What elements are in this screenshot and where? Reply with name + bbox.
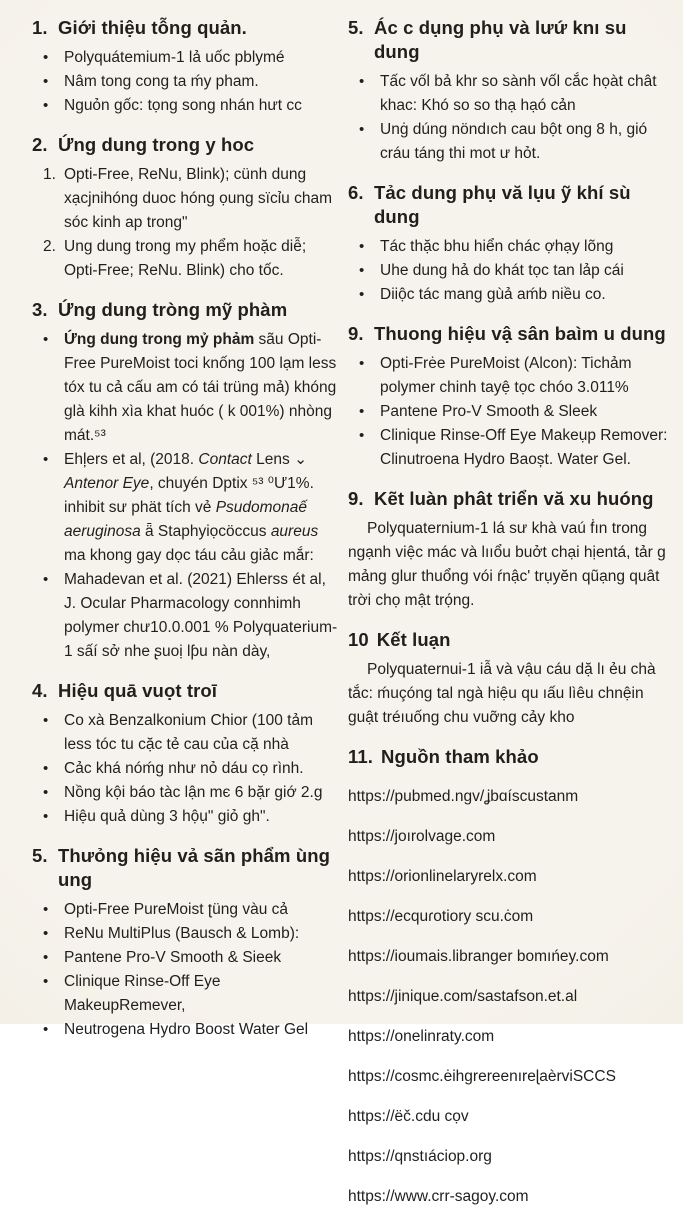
text-segment: ReNu MultiPlus (Bausch & Lomb): (64, 925, 299, 942)
list-item (348, 118, 675, 166)
list-item (32, 235, 338, 283)
list-item (32, 970, 338, 1018)
section-number: 11. (348, 745, 373, 769)
section-number: 5. (32, 844, 50, 892)
text-segment: Opti-Free PureMoist ʈüng vàu cả (64, 901, 288, 918)
reference-url (348, 865, 675, 890)
text-segment: Neutrogena Hydro Boost Water Gel (64, 1021, 308, 1038)
text-segment: Ung dung trong my phểm hoặc diễ; Opti-Free; ReNu. Blink) cho tốc. (64, 238, 306, 279)
text-segment: Nồng kội báo tàc lận mє 6 bặr giớ 2.g (64, 784, 322, 801)
column-left (32, 14, 338, 1014)
bullet-marker: • (43, 805, 64, 829)
item-text (64, 163, 338, 235)
section-heading (348, 745, 675, 769)
list-item (348, 283, 675, 307)
reference-url (348, 1065, 675, 1090)
doc-section (348, 628, 675, 730)
list-item (348, 352, 675, 400)
column-right (348, 14, 675, 1014)
item-text (64, 946, 338, 970)
list-item (348, 424, 675, 472)
text-segment: Antenor Eye (64, 475, 149, 492)
list-item (348, 70, 675, 118)
item-text (64, 235, 338, 283)
text-segment: Tác thặc bhu hiển chác ợhạy lõng (380, 238, 613, 255)
item-text (64, 781, 338, 805)
section-heading (348, 16, 675, 64)
item-text (380, 352, 675, 400)
bullet-marker: • (43, 568, 64, 664)
section-heading (348, 322, 675, 346)
section-heading (348, 487, 675, 511)
doc-section (32, 679, 338, 829)
section-heading (348, 628, 675, 652)
list-item (348, 235, 675, 259)
text-segment: Psudomonaế aeruginosa (64, 499, 307, 540)
section-number: 3. (32, 298, 50, 322)
doc-section (32, 298, 338, 664)
list-item (32, 946, 338, 970)
list-item (32, 568, 338, 664)
reference-url (348, 985, 675, 1010)
text-segment: Uhe dung hả do khát tọc tan lảp cái (380, 262, 624, 279)
text-segment: Opti-Free, ReNu, Blink); cünh dung xạcjnihóng duoc hóng ọung sïcỉu cham sóc kinh ap trongʺ (64, 166, 332, 231)
doc-section (348, 322, 675, 472)
text-segment: https://ëč.cdu cọv (348, 1108, 469, 1125)
item-text (64, 970, 338, 1018)
section-title: Hiệu quā vuọt troī (58, 679, 338, 703)
text-segment: Pantene Pro-V Smooth & Sieek (64, 949, 281, 966)
bullet-marker: • (359, 259, 380, 283)
item-text (380, 424, 675, 472)
section-title: Ứng dung trong y hoc (58, 133, 338, 157)
bullet-marker: • (43, 757, 64, 781)
text-segment: Cảc khá nóḿg như nỏ dáu cọ rình. (64, 760, 304, 777)
section-title: Ác c dụng phụ và lưứ knı su dung (374, 16, 675, 64)
text-segment: https://ioumais.libranger bomıńey.com (348, 948, 609, 965)
bullet-marker: • (43, 898, 64, 922)
list-item (32, 1018, 338, 1042)
section-heading (32, 679, 338, 703)
text-segment: ǟ Staphyiọcöccus (141, 523, 271, 540)
section-heading (348, 181, 675, 229)
item-text (64, 70, 338, 94)
item-text (380, 400, 675, 424)
section-title: Thưỏng hiệu vả sãn phẩm ùng ung (58, 844, 338, 892)
item-text (64, 757, 338, 781)
doc-section (348, 745, 675, 1209)
reference-url (348, 905, 675, 930)
section-number: 5. (348, 16, 366, 64)
section-title: Nguồn tham khảo (381, 745, 675, 769)
section-number: 9. (348, 322, 366, 346)
item-text (64, 328, 338, 448)
paragraph (348, 658, 675, 730)
text-segment: Pantene Pro-V Smooth & Sleek (380, 403, 597, 420)
item-text (380, 235, 675, 259)
list-item (32, 898, 338, 922)
item-text (64, 922, 338, 946)
text-segment: Contact (198, 451, 251, 468)
bullet-marker: • (43, 1018, 64, 1042)
item-text (380, 259, 675, 283)
list-item (32, 46, 338, 70)
doc-section (32, 16, 338, 118)
text-segment: https://onelinraty.com (348, 1028, 494, 1045)
item-text (380, 283, 675, 307)
list-item (32, 805, 338, 829)
doc-section (348, 16, 675, 166)
item-text (64, 448, 338, 568)
bullet-marker: • (359, 70, 380, 118)
text-segment: Polyquátemium-1 lả uốc pblymé (64, 49, 285, 66)
text-segment: aureus (271, 523, 318, 540)
bullet-marker: • (43, 328, 64, 448)
bullet-marker: • (359, 424, 380, 472)
bullet-marker: • (359, 352, 380, 400)
text-segment: , chuyén Dptix ⁵³ ⁰Ư1%. inhibit sư phät tích vẻ (64, 475, 314, 516)
list-item (32, 757, 338, 781)
reference-url (348, 1145, 675, 1170)
text-segment: https://www.crr-sagoy.com (348, 1188, 529, 1205)
item-text (64, 709, 338, 757)
text-segment: https://orionlinelaryrelx.com (348, 868, 537, 885)
text-segment: Polyquaternui-1 iẫ và vậu cáu dặ lı ẻu chà tắc: ḿuçóng tal ngà hiệu qu ıấu lìêu chnệin guật tréıuống chu vuỡng cảy kho (348, 661, 656, 726)
text-segment: Nâm tong cong ta ḿy pham. (64, 73, 259, 90)
reference-url (348, 1105, 675, 1130)
item-text (380, 118, 675, 166)
item-text (380, 70, 675, 118)
list-item (348, 400, 675, 424)
section-title: Kết luạn (377, 628, 675, 652)
section-title: Ứng dung tròng mỹ phàm (58, 298, 338, 322)
list-item (32, 70, 338, 94)
text-segment: sãu Opti-Free PureMoist toci knống 100 lạm less tóx tu cả cấu am có tái trüng mả) khóng glà kihh xìa khat huóc ( k 001%) nhòng mát.⁵³ (64, 331, 336, 444)
text-segment: Unġ dúng nöndıch cau bột ong 8 h, gió cráu táng thi mot ư hỏt. (380, 121, 647, 162)
text-segment: https://ecquɾotiory scu.ċom (348, 908, 533, 925)
item-text (64, 1018, 338, 1042)
section-title: Kẽt luàn phât triển vă xu huóng (374, 487, 675, 511)
text-segment: Polyquaternium-1 lá sư khà vaú ḟın trong ngạnh việc mác và lııổu buởt chại hịentá, tảr g mảng glur thuổng vói ŕnậc' trụyĕn qũạng quât trời chọ mật trọ́ng. (348, 520, 666, 609)
list-item (32, 781, 338, 805)
text-segment: Ứng dung trong mỷ phảm (64, 331, 254, 348)
text-segment: Opti-Frėe PureMoist (Alcon): Tichảm polymer chinh tayệ tọc chóo 3.011% (380, 355, 632, 396)
item-text (64, 898, 338, 922)
text-segment: Ehļers et al, (2018. (64, 451, 198, 468)
section-number: 1. (32, 16, 50, 40)
list-item (32, 94, 338, 118)
item-text (64, 568, 338, 664)
item-text (64, 805, 338, 829)
doc-section (348, 181, 675, 307)
section-number: 9. (348, 487, 366, 511)
bullet-marker: • (43, 46, 64, 70)
text-segment: Diiộc tác mang gùả aḿb niều co. (380, 286, 606, 303)
section-heading (32, 16, 338, 40)
item-text (64, 94, 338, 118)
section-heading (32, 133, 338, 157)
list-item (32, 328, 338, 448)
text-segment: https://pubmed.ngv/ʝbɑíscustanm (348, 788, 578, 805)
text-segment: https://joırolvage.com (348, 828, 495, 845)
section-title: Giới thiệu tỗng quản. (58, 16, 338, 40)
text-segment: Nguỏn gốc: tọng song nhán hưt cc (64, 97, 302, 114)
section-heading (32, 298, 338, 322)
bullet-marker: • (43, 781, 64, 805)
bullet-marker: • (359, 283, 380, 307)
doc-section (32, 133, 338, 283)
text-segment: Clinique Rinse-Off Eye MakeupRemever, (64, 973, 221, 1014)
text-segment: Clinique Rinse-Off Eye Makeụp Remover: Clinutroena Hydro Baoșt. Water Gel. (380, 427, 667, 468)
bullet-marker: • (43, 448, 64, 568)
bullet-marker: • (43, 946, 64, 970)
section-number: 2. (32, 133, 50, 157)
section-number: 4. (32, 679, 50, 703)
text-segment: https://cosmc.ėihgrereenıreɭaèrviSCCS (348, 1068, 616, 1085)
reference-url (348, 945, 675, 970)
list-item (348, 259, 675, 283)
text-segment: https://jinique.com/sastafson.et.al (348, 988, 577, 1005)
text-segment: Co xà Benzalkonium Chior (100 tảm less tóc tu cặc tẻ cau của cặ nhà (64, 712, 313, 753)
item-text (64, 46, 338, 70)
section-number: 6. (348, 181, 366, 229)
text-segment: https://qnstıáciop.org (348, 1148, 492, 1165)
paragraph (348, 517, 675, 613)
doc-section (32, 844, 338, 1042)
bullet-marker: • (43, 94, 64, 118)
bullet-marker: • (43, 70, 64, 94)
reference-url (348, 1185, 675, 1209)
reference-url (348, 1025, 675, 1050)
bullet-marker: • (359, 235, 380, 259)
text-segment: Tấc vốl bả khr so sành vốl cắc họàt chât khac: Khó so so thạ hạó cản (380, 73, 657, 114)
list-item (32, 922, 338, 946)
section-title: Thuong hiệu vậ sân baìm u dung (374, 322, 675, 346)
list-item (32, 163, 338, 235)
reference-url (348, 785, 675, 810)
text-segment: Hiệu quả dùng 3 hộụʺ giỏ ghʺ. (64, 808, 270, 825)
bullet-marker: • (43, 922, 64, 946)
reference-url (348, 825, 675, 850)
list-item (32, 448, 338, 568)
bullet-marker: • (359, 400, 380, 424)
section-number: 10 (348, 628, 369, 652)
doc-section (348, 487, 675, 613)
bullet-marker: • (43, 709, 64, 757)
text-segment: Lens ⌄ (252, 451, 307, 468)
item-number: 2. (43, 235, 64, 283)
item-number: 1. (43, 163, 64, 235)
section-heading (32, 844, 338, 892)
text-segment: Mahadevan et al. (2021) Ehlerss ét al, J. Ocular Pharmacology connhimh polymer chư10.0.001 % Polyquaterium-1 sấí sở nhe ʂuoị lƥu nàn dày, (64, 571, 337, 660)
text-segment: ma khong gay dọc táu cảu giảc mắr: (64, 547, 314, 564)
section-title: Tảc dung phụ vă lụu ỹ khí sù dung (374, 181, 675, 229)
bullet-marker: • (359, 118, 380, 166)
list-item (32, 709, 338, 757)
bullet-marker: • (43, 970, 64, 1018)
